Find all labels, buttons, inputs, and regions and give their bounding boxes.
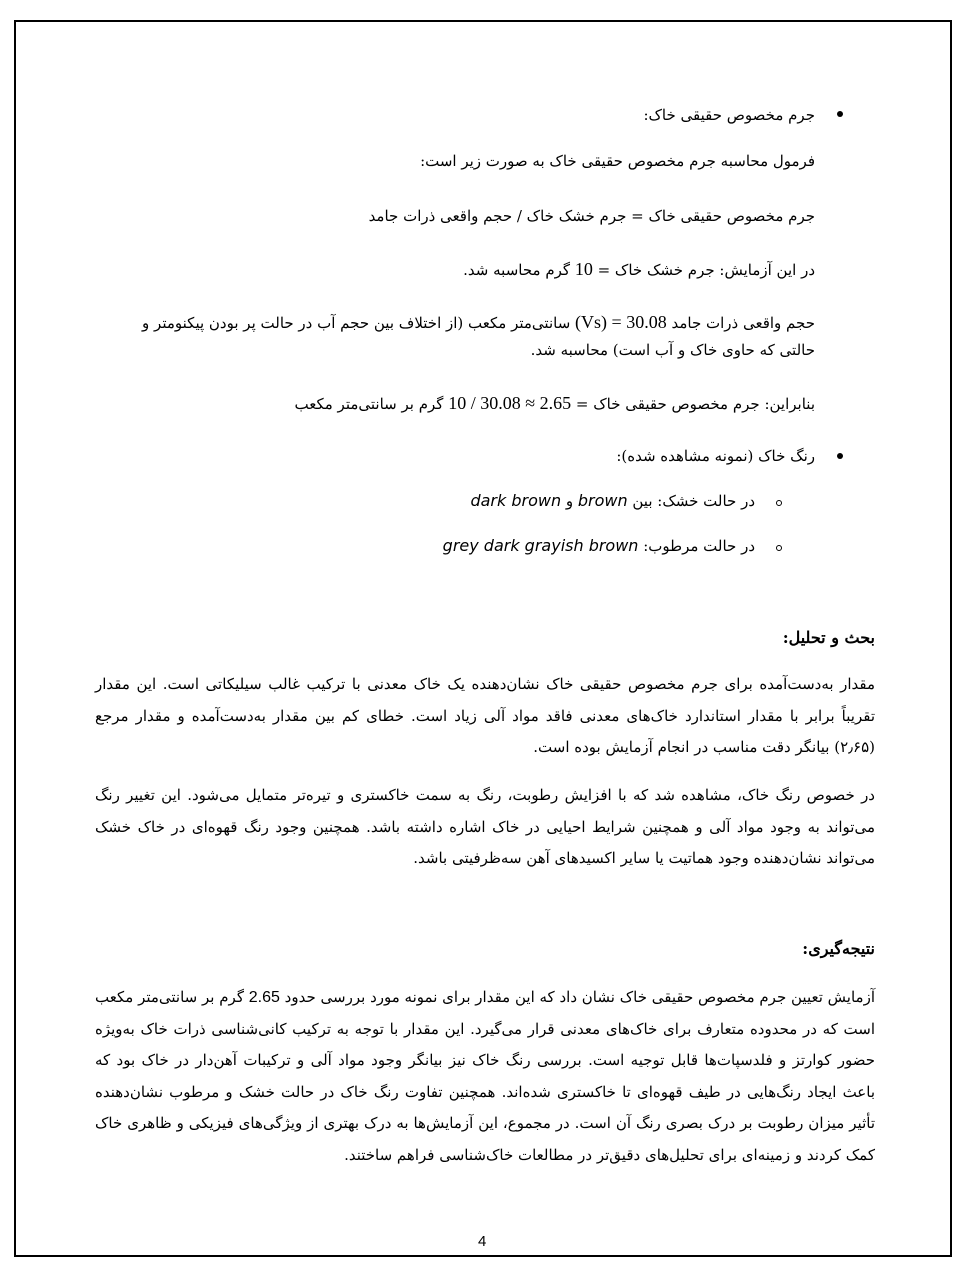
- page-number: 4: [478, 1233, 487, 1250]
- conclusion-paragraph: [95, 982, 875, 1171]
- bullet-icon: [837, 453, 843, 459]
- bullet-icon: [837, 111, 843, 117]
- color-wet-item: [443, 536, 755, 556]
- result-value: 10 / 30.08 ≈ 2.65: [448, 393, 572, 413]
- result-prefix: بنابراین: جرم مخصوص حقیقی خاک =: [571, 395, 815, 413]
- color-wet-value: grey dark grayish brown: [442, 536, 639, 555]
- color-dry-value-a: brown: [577, 491, 628, 510]
- color-dry-item: [470, 491, 755, 511]
- dry-mass-line: [463, 259, 815, 280]
- discussion-heading: بحث و تحلیل:: [782, 628, 875, 647]
- conclusion-heading: نتیجه‌گیری:: [802, 939, 875, 958]
- volume-line-2: حالتی که حاوی خاک و آب است) محاسبه شد.: [530, 341, 815, 359]
- discussion-paragraph-2: در خصوص رنگ خاک، مشاهده شد که با افزایش رطوبت، رنگ به سمت خاکستری و تیره‌تر متمایل می‌شود. این تغییر رنگ می‌تواند به وجود مواد آلی و همچنین شرایط احیایی در خاک اشاره داشته باشد. همچنین وجود رنگ قهوه‌ای در خاک خشک می‌تواند نشان‌دهنده وجود هماتیت یا سایر اکسیدهای آهن سه‌ظرفیتی باشد.: [95, 786, 875, 867]
- dry-mass-prefix: در این آزمایش: جرم خشک خاک =: [592, 261, 815, 279]
- result-suffix: گرم بر سانتی‌متر مکعب: [294, 395, 449, 413]
- color-dry-value-b: dark brown: [470, 491, 562, 510]
- result-line: [295, 393, 816, 414]
- color-dry-connector: و: [561, 492, 578, 510]
- volume-prefix: حجم واقعی ذرات جامد: [666, 314, 815, 332]
- conclusion-suffix: گرم بر سانتی‌متر مکعب است که در محدوده متعارف برای خاک‌های معدنی قرار می‌گیرد. این مقدار با توجه به ترکیب کانی‌شناسی ذرات خاک به‌ویژه حضور کوارتز و فلدسپات‌ها قابل توجیه است. بررسی رنگ خاک نیز بیانگر وجود مواد آلی و ترکیبات آهن‌دار در خاک بود که باعث ایجاد رنگ‌هایی در طیف قهوه‌ای تا خاکستری شده‌اند. همچنین تفاوت رنگ خاک در حالت خشک و مرطوب نشان‌دهنده تأثیر میزان رطوبت بر درک بصری رنگ آن است. در مجموع، این آزمایش‌ها به درک بهتری از ویژگی‌های فیزیکی و ظاهری خاک کمک کردند و زمینه‌ای برای تحلیل‌های دقیق‌تر در مطالعات خاک‌شناسی فراهم ساختند.: [95, 988, 875, 1164]
- color-wet-label: در حالت مرطوب:: [638, 537, 755, 555]
- discussion-paragraph-1: مقدار به‌دست‌آمده برای جرم مخصوص حقیقی خاک نشان‌دهنده یک خاک معدنی با ترکیب غالب سیلیکاتی است. این مقدار تقریباً برابر با مقدار استاندارد خاک‌های معدنی فاقد مواد آلی زیاد است. خطای کم بین مقدار به‌دست‌آمده و مقدار مرجع (۲٫۶۵) بیانگر دقت مناسب در انجام آزمایش بوده است.: [95, 675, 875, 756]
- sub-bullet-icon: [776, 545, 782, 551]
- color-dry-label: در حالت خشک: بین: [627, 492, 755, 510]
- sub-bullet-icon: [776, 500, 782, 506]
- section-title-soil-color: رنگ خاک (نمونه مشاهده شده):: [616, 447, 815, 465]
- section-title-specific-gravity: جرم مخصوص حقیقی خاک:: [643, 106, 815, 124]
- volume-suffix: سانتی‌متر مکعب (از اختلاف بین حجم آب در حالت پر بودن پیکنومتر و: [142, 314, 576, 332]
- conclusion-value: 2.65: [248, 989, 280, 1006]
- formula: جرم مخصوص حقیقی خاک = جرم خشک خاک / حجم واقعی ذرات جامد: [368, 207, 815, 225]
- dry-mass-value: 10: [574, 259, 593, 279]
- volume-value: (Vs) = 30.08: [575, 312, 667, 332]
- conclusion-prefix: آزمایش تعیین جرم مخصوص حقیقی خاک نشان داد که این مقدار برای نمونه مورد بررسی حدود: [279, 988, 875, 1006]
- dry-mass-suffix: گرم محاسبه شد.: [463, 261, 575, 279]
- volume-line-1: [142, 312, 815, 333]
- formula-intro: فرمول محاسبه جرم مخصوص حقیقی خاک به صورت زیر است:: [420, 152, 815, 170]
